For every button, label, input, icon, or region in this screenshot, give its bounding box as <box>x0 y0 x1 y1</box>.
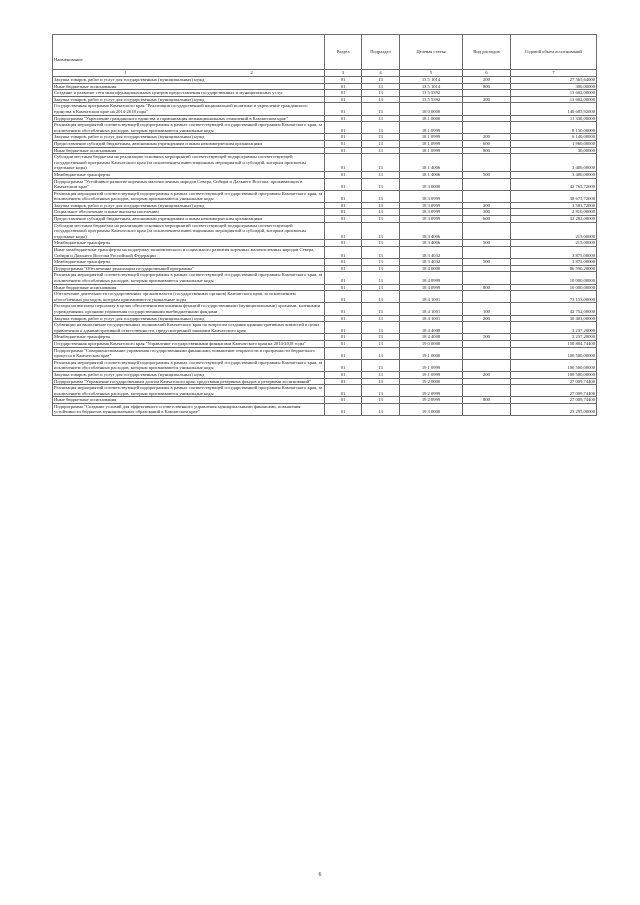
row-expense-type-cell <box>463 385 511 397</box>
row-expense-type-cell <box>463 347 511 359</box>
table-row <box>53 96 597 103</box>
row-subsection-cell: 13 <box>362 340 400 347</box>
row-expense-type-cell: 500 <box>463 240 511 247</box>
row-amount-cell: 3 400,00000 <box>511 171 597 178</box>
row-target-article-cell: 18 1 0999 <box>400 140 463 147</box>
row-target-article-cell: 19 1 0999 <box>400 371 463 378</box>
row-subsection-cell: 13 <box>362 122 400 134</box>
row-name-cell: Закупка товаров, работ и услуг для государственных (муниципальных) нужд <box>53 202 325 209</box>
row-subsection-cell: 13 <box>362 134 400 141</box>
row-amount-cell: 30 401,00000 <box>511 315 597 322</box>
row-expense-type-cell: 500 <box>463 259 511 266</box>
row-section-cell: 01 <box>325 103 362 115</box>
row-name-cell: Иные межбюджетные трансферты на поддержку экономического и социального развития коренных малочисленных народов Севера, Сибири и Дальнего Востока Российской Федерации <box>53 247 325 259</box>
row-amount-cell: 3 400,00000 <box>511 154 597 172</box>
row-expense-type-cell <box>463 247 511 259</box>
row-amount-cell: 150 804,74400 <box>511 340 597 347</box>
row-subsection-cell: 13 <box>362 83 400 90</box>
table-row <box>53 77 597 84</box>
row-subsection-cell: 13 <box>362 247 400 259</box>
row-target-article-cell: 18 1 4006 <box>400 154 463 172</box>
row-amount-cell: 3 875,00000 <box>511 247 597 259</box>
row-name-cell: Субсидии местным бюджетам на реализацию основных мероприятий соответствующей подпрограммы соответствующей государственной программы Камчатского края (за исключением инвестиционных мероприятий и субсидий, которым присвоены отдельные коды) <box>53 154 325 172</box>
row-target-article-cell: 18 3 0999 <box>400 216 463 223</box>
table-row <box>53 171 597 178</box>
row-target-article-cell: 19 2 0999 <box>400 385 463 397</box>
row-expense-type-cell: 800 <box>463 397 511 404</box>
row-name-cell: Закупка товаров, работ и услуг для государственных (муниципальных) нужд <box>53 371 325 378</box>
row-subsection-cell: 13 <box>362 291 400 303</box>
row-section-cell: 01 <box>325 147 362 154</box>
row-section-cell: 01 <box>325 240 362 247</box>
row-amount-cell: 215,00000 <box>511 222 597 240</box>
row-amount-cell: 10 000,00000 <box>511 272 597 284</box>
row-section-cell: 01 <box>325 315 362 322</box>
row-section-cell: 01 <box>325 222 362 240</box>
row-subsection-cell: 13 <box>362 272 400 284</box>
row-expense-type-cell: 200 <box>463 77 511 84</box>
row-name-cell: Иные бюджетные ассигнования <box>53 83 325 90</box>
row-section-cell: 01 <box>325 209 362 216</box>
table-body <box>53 77 597 416</box>
table-row <box>53 371 597 378</box>
header-subsection: Подраздел <box>362 35 400 70</box>
row-section-cell: 01 <box>325 115 362 122</box>
row-name-cell: Реализация мероприятий соответствующей подпрограммы в рамках соответствующей государственной программы Камчатского края, за исключением обособленных расходов, которым присваиваются уникальные коды <box>53 359 325 371</box>
row-name-cell: Субсидии местным бюджетам на реализацию основных мероприятий соответствующей подпрограммы соответствующей государственной программы Камчатского края (за исключением инвестиционных мероприятий и субсидий, которым присвоены отдельные коды) <box>53 222 325 240</box>
row-expense-type-cell: 200 <box>463 371 511 378</box>
row-name-cell: Межбюджетные трансферты <box>53 171 325 178</box>
page-number: 6 <box>318 872 322 878</box>
row-section-cell: 01 <box>325 403 362 415</box>
row-expense-type-cell <box>463 403 511 415</box>
row-amount-cell: 3 583,72000 <box>511 202 597 209</box>
table-row <box>53 83 597 90</box>
row-subsection-cell: 13 <box>362 209 400 216</box>
row-name-cell: Закупка товаров, работ и услуг для государственных (муниципальных) нужд <box>53 77 325 84</box>
row-subsection-cell: 13 <box>362 397 400 404</box>
table-row <box>53 115 597 122</box>
table-row <box>53 284 597 291</box>
row-amount-cell: 23 295,00000 <box>511 403 597 415</box>
header-target-article: Целевая статья <box>400 35 463 70</box>
row-name-cell: Реализация мероприятий соответствующей подпрограммы в рамках соответствующей государственной программы Камчатского края, за исключением обособленных расходов, которым присваиваются уникальные коды <box>53 272 325 284</box>
row-name-cell: Подпрограмма "Укрепление гражданского единства и гармонизация межнациональных отношений в Камчатском крае" <box>53 115 325 122</box>
row-target-article-cell: 13 5 5392 <box>400 96 463 103</box>
row-target-article-cell: 18 3 4032 <box>400 259 463 266</box>
row-expense-type-cell <box>463 115 511 122</box>
column-number: 7 <box>511 70 597 77</box>
row-target-article-cell: 18 3 4032 <box>400 247 463 259</box>
row-section-cell: 01 <box>325 265 362 272</box>
row-target-article-cell: 18 3 0999 <box>400 190 463 202</box>
row-subsection-cell: 13 <box>362 178 400 190</box>
header-name: Наименование <box>53 35 325 70</box>
row-expense-type-cell: 500 <box>463 334 511 341</box>
row-name-cell: Государственная программа Камчатского края "Управление государственными финансами Камчатского края на 2014-2018 годы" <box>53 340 325 347</box>
column-number: 1 2 <box>53 70 325 77</box>
row-section-cell: 01 <box>325 385 362 397</box>
row-name-cell: Субвенции на выполнение государственных полномочий Камчатского края по вопросам создания административных комиссий в целях привлечения к административной ответственности, предусмотренной законами Камчатского края <box>53 322 325 334</box>
row-subsection-cell: 13 <box>362 378 400 385</box>
row-target-article-cell: 18 4 0000 <box>400 265 463 272</box>
row-expense-type-cell <box>463 122 511 134</box>
row-amount-cell: 100 500,00000 <box>511 347 597 359</box>
row-target-article-cell: 19 1 0999 <box>400 359 463 371</box>
budget-table-page <box>52 34 596 416</box>
table-row <box>53 397 597 404</box>
table-row <box>53 122 597 134</box>
row-target-article-cell: 18 4 1001 <box>400 303 463 315</box>
row-name-cell: Социальное обеспечение и иные выплаты населению <box>53 209 325 216</box>
row-target-article-cell: 18 3 0999 <box>400 209 463 216</box>
row-amount-cell: 100 500,00000 <box>511 371 597 378</box>
table-row <box>53 90 597 97</box>
row-expense-type-cell: 200 <box>463 202 511 209</box>
table-row <box>53 134 597 141</box>
row-target-article-cell: 19 0 0000 <box>400 340 463 347</box>
row-section-cell: 01 <box>325 259 362 266</box>
row-name-cell: Государственная программа Камчатского края "Реализация государственной национальной политики и укрепление гражданского единства в Камчатском крае на 2014-2018 годы" <box>53 103 325 115</box>
row-amount-cell: 3 237,20000 <box>511 322 597 334</box>
row-subsection-cell: 13 <box>362 359 400 371</box>
row-name-cell: Закупка товаров, работ и услуг для государственных (муниципальных) нужд <box>53 134 325 141</box>
row-subsection-cell: 13 <box>362 171 400 178</box>
row-amount-cell: 11 330,00000 <box>511 115 597 122</box>
column-number: 3 <box>325 70 362 77</box>
table-row <box>53 322 597 334</box>
row-subsection-cell: 13 <box>362 90 400 97</box>
row-amount-cell: 8 130,00000 <box>511 122 597 134</box>
row-target-article-cell: 18 3 4006 <box>400 240 463 247</box>
row-amount-cell: 300,00000 <box>511 83 597 90</box>
row-expense-type-cell: 800 <box>463 284 511 291</box>
row-target-article-cell: 18 1 0999 <box>400 122 463 134</box>
row-target-article-cell: 19 3 0000 <box>400 403 463 415</box>
table-row <box>53 140 597 147</box>
row-amount-cell: 86 590,20000 <box>511 265 597 272</box>
table-row <box>53 347 597 359</box>
row-subsection-cell: 13 <box>362 154 400 172</box>
row-expense-type-cell <box>463 154 511 172</box>
row-target-article-cell: 18 4 0999 <box>400 272 463 284</box>
table-row <box>53 385 597 397</box>
row-section-cell: 01 <box>325 359 362 371</box>
row-section-cell: 01 <box>325 216 362 223</box>
row-expense-type-cell <box>463 190 511 202</box>
row-expense-type-cell <box>463 178 511 190</box>
row-expense-type-cell: 200 <box>463 315 511 322</box>
row-expense-type-cell <box>463 90 511 97</box>
row-name-cell: Иные бюджетные ассигнования <box>53 284 325 291</box>
table-row <box>53 315 597 322</box>
row-name-cell: Подпрограмма "Совершенствование управления государственными финансами, повышение открытости и прозрачности бюджетного процесса в Камчатском крае" <box>53 347 325 359</box>
row-target-article-cell: 19 1 0000 <box>400 347 463 359</box>
column-number-row <box>53 70 597 77</box>
row-amount-cell: 100 500,00000 <box>511 359 597 371</box>
row-name-cell: Предоставление субсидий бюджетным, автономным учреждениям и иным некоммерческим организациям <box>53 140 325 147</box>
row-section-cell: 01 <box>325 334 362 341</box>
table-row <box>53 259 597 266</box>
table-row <box>53 334 597 341</box>
row-target-article-cell: 18 4 1001 <box>400 315 463 322</box>
row-subsection-cell: 13 <box>362 202 400 209</box>
table-row <box>53 403 597 415</box>
row-amount-cell: 1 960,00000 <box>511 140 597 147</box>
row-target-article-cell: 13 5 1014 <box>400 77 463 84</box>
row-section-cell: 01 <box>325 347 362 359</box>
row-amount-cell: 30,00000 <box>511 147 597 154</box>
row-amount-cell: 13 602,00000 <box>511 96 597 103</box>
row-name-cell: Создание и развитие сети многофункциональных центров предоставления государственных и муниципальных услуг <box>53 90 325 97</box>
row-expense-type-cell: 200 <box>463 134 511 141</box>
table-row <box>53 154 597 172</box>
row-section-cell: 01 <box>325 190 362 202</box>
table-row <box>53 265 597 272</box>
row-subsection-cell: 13 <box>362 115 400 122</box>
row-expense-type-cell: 500 <box>463 171 511 178</box>
table-row <box>53 303 597 315</box>
row-name-cell: Расходы на выплаты персоналу в целях обеспечения выполнения функций государственными (муниципальными) органами, казенными учреждениями, органами управления государственными внебюджетными фондами <box>53 303 325 315</box>
row-name-cell: Реализация мероприятий соответствующей подпрограммы в рамках соответствующей государственной программы Камчатского края, за исключением обособленных расходов, которым присваиваются уникальные коды <box>53 190 325 202</box>
table-row <box>53 216 597 223</box>
row-expense-type-cell <box>463 222 511 240</box>
row-name-cell: Иные бюджетные ассигнования <box>53 147 325 154</box>
row-target-article-cell: 19 2 0000 <box>400 378 463 385</box>
row-expense-type-cell: 300 <box>463 209 511 216</box>
row-amount-cell: 27 009,74400 <box>511 378 597 385</box>
row-section-cell: 01 <box>325 378 362 385</box>
row-section-cell: 01 <box>325 322 362 334</box>
row-expense-type-cell: 200 <box>463 96 511 103</box>
row-name-cell: Реализация мероприятий соответствующей подпрограммы в рамках соответствующей государственной программы Камчатского края, за исключением обособленных расходов, которым присваиваются уникальные коды <box>53 122 325 134</box>
row-subsection-cell: 13 <box>362 216 400 223</box>
column-number: 5 <box>400 70 463 77</box>
row-subsection-cell: 13 <box>362 385 400 397</box>
table-row <box>53 340 597 347</box>
row-section-cell: 01 <box>325 397 362 404</box>
row-amount-cell: 27 009,74400 <box>511 385 597 397</box>
row-section-cell: 01 <box>325 340 362 347</box>
row-section-cell: 01 <box>325 96 362 103</box>
row-target-article-cell: 18 3 4006 <box>400 222 463 240</box>
row-subsection-cell: 13 <box>362 96 400 103</box>
row-subsection-cell: 13 <box>362 347 400 359</box>
row-name-cell: Подпрограмма "Обеспечение реализации государственной программы" <box>53 265 325 272</box>
table-row <box>53 247 597 259</box>
table-row <box>53 378 597 385</box>
row-name-cell: Реализация мероприятий соответствующей подпрограммы в рамках соответствующей государственной программы Камчатского края, за исключением обособленных расходов, которым присваиваются уникальные коды <box>53 385 325 397</box>
row-amount-cell: 42 765,72000 <box>511 178 597 190</box>
table-row <box>53 190 597 202</box>
row-section-cell: 01 <box>325 154 362 172</box>
row-amount-cell: 3 237,20000 <box>511 334 597 341</box>
row-subsection-cell: 13 <box>362 315 400 322</box>
row-section-cell: 01 <box>325 303 362 315</box>
row-expense-type-cell: 600 <box>463 216 511 223</box>
row-amount-cell: 42 752,00000 <box>511 303 597 315</box>
row-section-cell: 01 <box>325 272 362 284</box>
row-expense-type-cell: 600 <box>463 140 511 147</box>
header-section: Раздел <box>325 35 362 70</box>
row-target-article-cell: 18 1 0999 <box>400 134 463 141</box>
row-section-cell: 01 <box>325 371 362 378</box>
row-target-article-cell: 19 2 0999 <box>400 397 463 404</box>
row-target-article-cell: 18 0 0000 <box>400 103 463 115</box>
row-target-article-cell: 18 3 0999 <box>400 202 463 209</box>
row-name-cell: Подпрограмма "Устойчивое развитие коренных малочисленных народов Севера, Сибири и Дальнего Востока, проживающих в Камчатском крае" <box>53 178 325 190</box>
row-subsection-cell: 13 <box>362 190 400 202</box>
row-expense-type-cell <box>463 359 511 371</box>
row-amount-cell: 140 685,92000 <box>511 103 597 115</box>
row-amount-cell: 32 282,00000 <box>511 216 597 223</box>
row-target-article-cell: 18 4 0999 <box>400 284 463 291</box>
column-number: 4 <box>362 70 400 77</box>
header-annual-amount: Годовой объем ассигнований <box>511 35 597 70</box>
row-subsection-cell: 13 <box>362 222 400 240</box>
row-section-cell: 01 <box>325 122 362 134</box>
table-row <box>53 209 597 216</box>
table-header-row <box>53 35 597 70</box>
row-subsection-cell: 13 <box>362 284 400 291</box>
row-section-cell: 01 <box>325 77 362 84</box>
column-number: 6 <box>463 70 511 77</box>
row-target-article-cell: 18 1 0999 <box>400 147 463 154</box>
row-subsection-cell: 13 <box>362 147 400 154</box>
row-expense-type-cell: 800 <box>463 147 511 154</box>
table-row <box>53 147 597 154</box>
row-expense-type-cell: 100 <box>463 303 511 315</box>
row-expense-type-cell <box>463 291 511 303</box>
row-subsection-cell: 13 <box>362 334 400 341</box>
row-expense-type-cell <box>463 103 511 115</box>
row-subsection-cell: 13 <box>362 403 400 415</box>
row-amount-cell: 27 009,74400 <box>511 397 597 404</box>
row-target-article-cell: 18 1 0000 <box>400 115 463 122</box>
row-amount-cell: 38 675,72000 <box>511 190 597 202</box>
row-amount-cell: 6 140,00000 <box>511 134 597 141</box>
row-subsection-cell: 13 <box>362 265 400 272</box>
table-row <box>53 359 597 371</box>
row-amount-cell: 10 000,00000 <box>511 284 597 291</box>
row-section-cell: 01 <box>325 247 362 259</box>
row-name-cell: Межбюджетные трансферты <box>53 334 325 341</box>
table-row <box>53 240 597 247</box>
row-section-cell: 01 <box>325 90 362 97</box>
row-expense-type-cell <box>463 340 511 347</box>
row-name-cell: Подпрограмма "Создание условий для эффективного и ответственного управления муниципальными финансами, повышения устойчивости бюджетов муниципальных образований в Камчатском крае" <box>53 403 325 415</box>
row-section-cell: 01 <box>325 291 362 303</box>
row-name-cell: Закупка товаров, работ и услуг для государственных (муниципальных) нужд <box>53 315 325 322</box>
row-name-cell: Обеспечение деятельности государственных органов власти (государственных органов) Камчатского края, за исключением обособленных расходов, которым присваиваются уникальные коды <box>53 291 325 303</box>
row-target-article-cell: 18 4 1001 <box>400 291 463 303</box>
row-subsection-cell: 13 <box>362 240 400 247</box>
row-subsection-cell: 13 <box>362 140 400 147</box>
table-row <box>53 291 597 303</box>
row-name-cell: Закупка товаров, работ и услуг для государственных (муниципальных) нужд <box>53 96 325 103</box>
row-name-cell: Межбюджетные трансферты <box>53 240 325 247</box>
row-subsection-cell: 13 <box>362 103 400 115</box>
row-section-cell: 01 <box>325 284 362 291</box>
row-target-article-cell: 18 4 4008 <box>400 322 463 334</box>
row-amount-cell: 13 602,00000 <box>511 90 597 97</box>
row-name-cell: Предоставление субсидий бюджетным, автономным учреждениям и иным некоммерческим организациям <box>53 216 325 223</box>
row-target-article-cell: 13 5 1014 <box>400 83 463 90</box>
row-amount-cell: 2 810,00000 <box>511 209 597 216</box>
row-expense-type-cell <box>463 272 511 284</box>
row-subsection-cell: 13 <box>362 322 400 334</box>
budget-table <box>52 34 597 416</box>
row-subsection-cell: 13 <box>362 371 400 378</box>
row-section-cell: 01 <box>325 202 362 209</box>
row-expense-type-cell <box>463 378 511 385</box>
table-row <box>53 178 597 190</box>
table-row <box>53 272 597 284</box>
row-section-cell: 01 <box>325 140 362 147</box>
row-subsection-cell: 13 <box>362 303 400 315</box>
row-name-cell: Межбюджетные трансферты <box>53 259 325 266</box>
row-amount-cell: 27 565,64000 <box>511 77 597 84</box>
header-expense-type: Вид расходов <box>463 35 511 70</box>
row-section-cell: 01 <box>325 134 362 141</box>
row-expense-type-cell: 800 <box>463 83 511 90</box>
table-row <box>53 222 597 240</box>
row-section-cell: 01 <box>325 178 362 190</box>
row-amount-cell: 73 153,00000 <box>511 291 597 303</box>
row-target-article-cell: 18 3 0000 <box>400 178 463 190</box>
row-subsection-cell: 13 <box>362 77 400 84</box>
row-name-cell: Иные бюджетные ассигнования <box>53 397 325 404</box>
row-section-cell: 01 <box>325 83 362 90</box>
row-target-article-cell: 18 1 4006 <box>400 171 463 178</box>
row-name-cell: Подпрограмма "Управление государственным долгом Камчатского края, средствами резервных фондов и резервами ассигнований" <box>53 378 325 385</box>
row-subsection-cell: 13 <box>362 259 400 266</box>
row-expense-type-cell <box>463 322 511 334</box>
row-section-cell: 01 <box>325 171 362 178</box>
row-target-article-cell: 18 4 4008 <box>400 334 463 341</box>
row-amount-cell: 3 875,00000 <box>511 259 597 266</box>
row-target-article-cell: 13 5 5392 <box>400 90 463 97</box>
row-expense-type-cell <box>463 265 511 272</box>
table-row <box>53 103 597 115</box>
table-row <box>53 202 597 209</box>
row-amount-cell: 215,00000 <box>511 240 597 247</box>
